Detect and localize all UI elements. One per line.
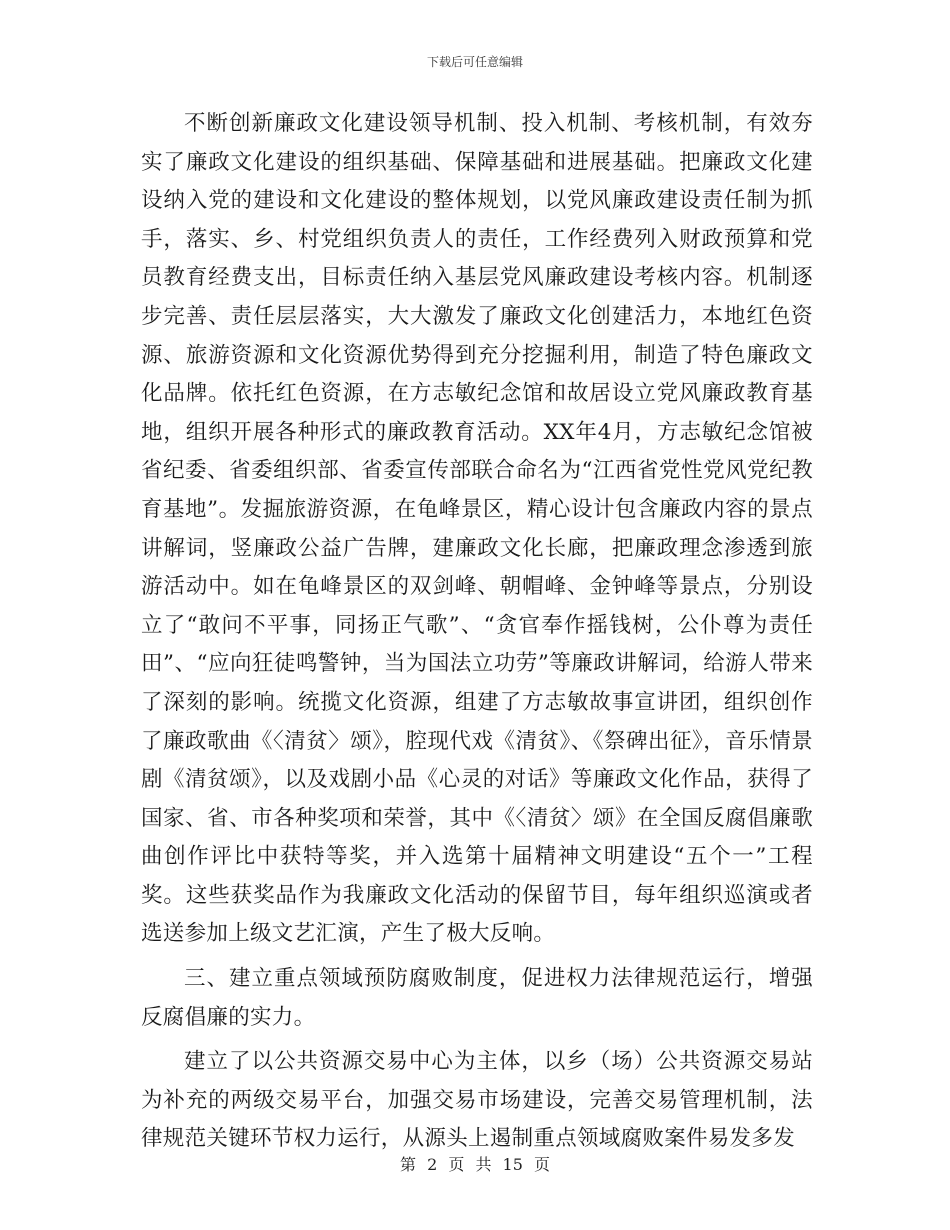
page-header-note: 下载后可任意编辑 xyxy=(426,55,523,69)
paragraph-2-heading: 三、建立重点领域预防腐败制度，促进权力法律规范运行，增强反腐倡廉的实力。 xyxy=(141,966,813,1030)
paragraph-1: 不断创新廉政文化建设领导机制、投入机制、考核机制，有效夯实了廉政文化建设的组织基础、保障基础和进展基础。把廉政文化建设纳入党的建设和文化建设的整体规划，以党风廉政建设责任制为抓手，落实、乡、村党组织负责人的责任，工作经费列入财政预算和党员教育经费支出，目标责任纳入基层党风廉政建设考核内容。机制逐步完善、责任层层落实，大大激发了廉政文化创建活力，本地红色资源、旅游资源和文化资源优势得到充分挖掘利用，制造了特色廉政文化品牌。依托红色资源，在方志敏纪念馆和故居设立党风廉政教育基地，组织开展各种形式的廉政教育活动。XX年4月，方志敏纪念馆被省纪委、省委组织部、省委宣传部联合命名为“江西省党性党风党纪教育基地”。发掘旅游资源，在龟峰景区，精心设计包含廉政内容的景点讲解词，竖廉政公益广告牌，建廉政文化长廊，把廉政理念渗透到旅游活动中。如在龟峰景区的双剑峰、朝帽峰、金钟峰等景点，分别设立了“敢问不平事，同扬正气歌”、“贪官奉作摇钱树，公仆尊为责任田”、“应向狂徒鸣警钟，当为国法立功劳”等廉政讲解词，给游人带来了深刻的影响。统揽文化资源，组建了方志敏故事宣讲团，组织创作了廉政歌曲《〈清贫〉颂》，腔现代戏《清贫》、《祭碑出征》，音乐情景剧《清贫颂》，以及戏剧小品《心灵的对话》等廉政文化作品，获得了国家、省、市各种奖项和荣誉，其中《〈清贫〉颂》在全国反腐倡廉歌曲创作评比中获特等奖，并入选第十届精神文明建设“五个一”工程奖。这些获奖品作为我廉政文化活动的保留节目，每年组织巡演或者选送参加上级文艺汇演，产生了极大反响。 xyxy=(141,111,813,947)
paragraph-3: 建立了以公共资源交易中心为主体，以乡（场）公共资源交易站为补充的两级交易平台，加强交易市场建设，完善交易管理机制，法律规范关键环节权力运行，从源头上遏制重点领域腐败案件易发多发 xyxy=(141,1049,813,1152)
page-number-footer: 第 2 页 共 15 页 xyxy=(400,1155,550,1174)
document-body xyxy=(141,105,813,1165)
